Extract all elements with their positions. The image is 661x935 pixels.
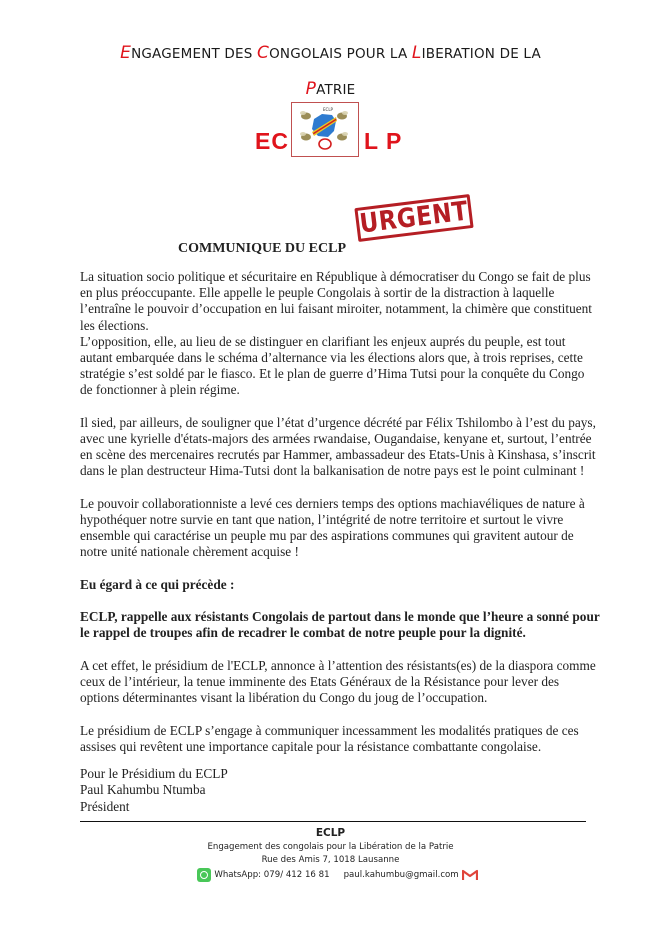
seal-icon: [319, 139, 331, 149]
emblem-icon: [291, 102, 359, 157]
gmail-icon: [462, 869, 478, 881]
footer-full-name: Engagement des congolais pour la Libération de la Patrie: [207, 842, 454, 852]
header-text: IBERATION DE LA: [421, 46, 541, 62]
footer: [0, 826, 661, 886]
signatory-role: Président: [80, 798, 130, 814]
logo-text-left: EC: [255, 128, 289, 154]
paragraph-collaborationist-power: Le pouvoir collaborationniste a levé ces derniers temps des options machiavéliques de nature à hypothéquer notre survie en tant que nation, l’intégrité de notre territoire et surtout le vivre ensemble qui caractérise un peuple mu par des aspirations communes qui gravitent autour de notre unité nationale chèrement acquise !: [80, 495, 585, 560]
paragraph-opposition: L’opposition, elle, au lieu de se distinguer en clarifiant les enjeux auprés du peuple, est tout autant embarquée dans le schéma d’alternance via les élections alors que, à trois reprises, cette stratégie s’est soldé par le fiasco. Et le plan de guerre d’Hima Tutsi pour la conquête du Congo de fonctionner à plein régime.: [80, 333, 585, 398]
header-initial-e: E: [120, 43, 132, 63]
header-text: ATRIE: [316, 82, 356, 98]
footer-contact: [197, 867, 477, 883]
paragraph-commitment: Le présidium de ECLP s’engage à communiquer incessamment les modalités pratiques de ces assises qui revêtent une importance capitale pour la résistance combattante congolaise.: [80, 722, 579, 754]
paragraph-whereas: Eu égard à ce qui précède :: [80, 576, 235, 592]
footer-org: ECLP: [315, 827, 346, 839]
footer-address: Rue des Amis 7, 1018 Lausanne: [261, 855, 400, 865]
paragraph-etats-generaux: A cet effet, le présidium de l'ECLP, annonce à l’attention des résistants(es) de la diaspora comme ceux de l’intérieur, la tenue imminente des Etats Généraux de la Résistance pour lever des options déterminantes visant la libération du Congo du joug de l’occupation.: [80, 657, 596, 706]
header-initial-p: P: [305, 79, 317, 99]
communique-body: [80, 269, 600, 771]
eclp-logo: [0, 102, 661, 162]
header-initial-l: L: [411, 43, 422, 63]
footer-divider: [80, 821, 586, 822]
paragraph-state-of-emergency: Il sied, par ailleurs, de souligner que l’état d’urgence décrété par Félix Tshilombo à l’est du pays, avec une kyrielle d'états-majors des armées rwandaise, Ougandaise, kenyane et, surtout, l’entrée en scène des mercenaires recrutés par Hammer, ambassadeur des Etats-Unis à Kinshasa, s’inscrit dans le plan destructeur Hima-Tutsi dont la balkanisation de notre pays est le point culminant !: [80, 414, 596, 479]
signature-line: Pour le Présidium du ECLP: [80, 766, 228, 781]
paragraph-call-to-resistants: ECLP, rappelle aux résistants Congolais de partout dans le monde que l’heure a sonné pour le rappel de troupes afin de recadrer le combat de notre peuple pour la dignité.: [80, 609, 600, 641]
communique-title: COMMUNIQUE DU ECLP: [178, 241, 346, 256]
header-line-1: [0, 40, 661, 76]
whatsapp-icon: [197, 868, 211, 882]
email-link[interactable]: paul.kahumbu@gmail.com: [343, 870, 459, 880]
whatsapp-number: WhatsApp: 079/ 412 16 81: [214, 870, 330, 880]
emblem-caption: ECLP: [323, 107, 333, 112]
signatory-name: Paul Kahumbu Ntumba: [80, 782, 206, 798]
urgent-stamp: [354, 194, 473, 242]
header-text: ONGOLAIS POUR LA: [269, 46, 412, 62]
signature-block: [80, 766, 228, 815]
logo-text-right: L P: [364, 128, 403, 154]
congo-flag-emblem-icon: [292, 103, 358, 156]
header-text: NGAGEMENT DES: [131, 46, 258, 62]
paragraph-situation: La situation socio politique et sécuritaire en République à démocratiser du Congo se fait de plus en plus préoccupante. Elle appelle le peuple Congolais à sortir de la distraction à laquelle l’entraîne le pouvoir d’occupation en lui faisant miroiter, notamment, la chimère que constituent les élections.: [80, 269, 592, 333]
header-initial-c: C: [257, 43, 270, 63]
stamp-label: URGENT: [358, 196, 470, 240]
